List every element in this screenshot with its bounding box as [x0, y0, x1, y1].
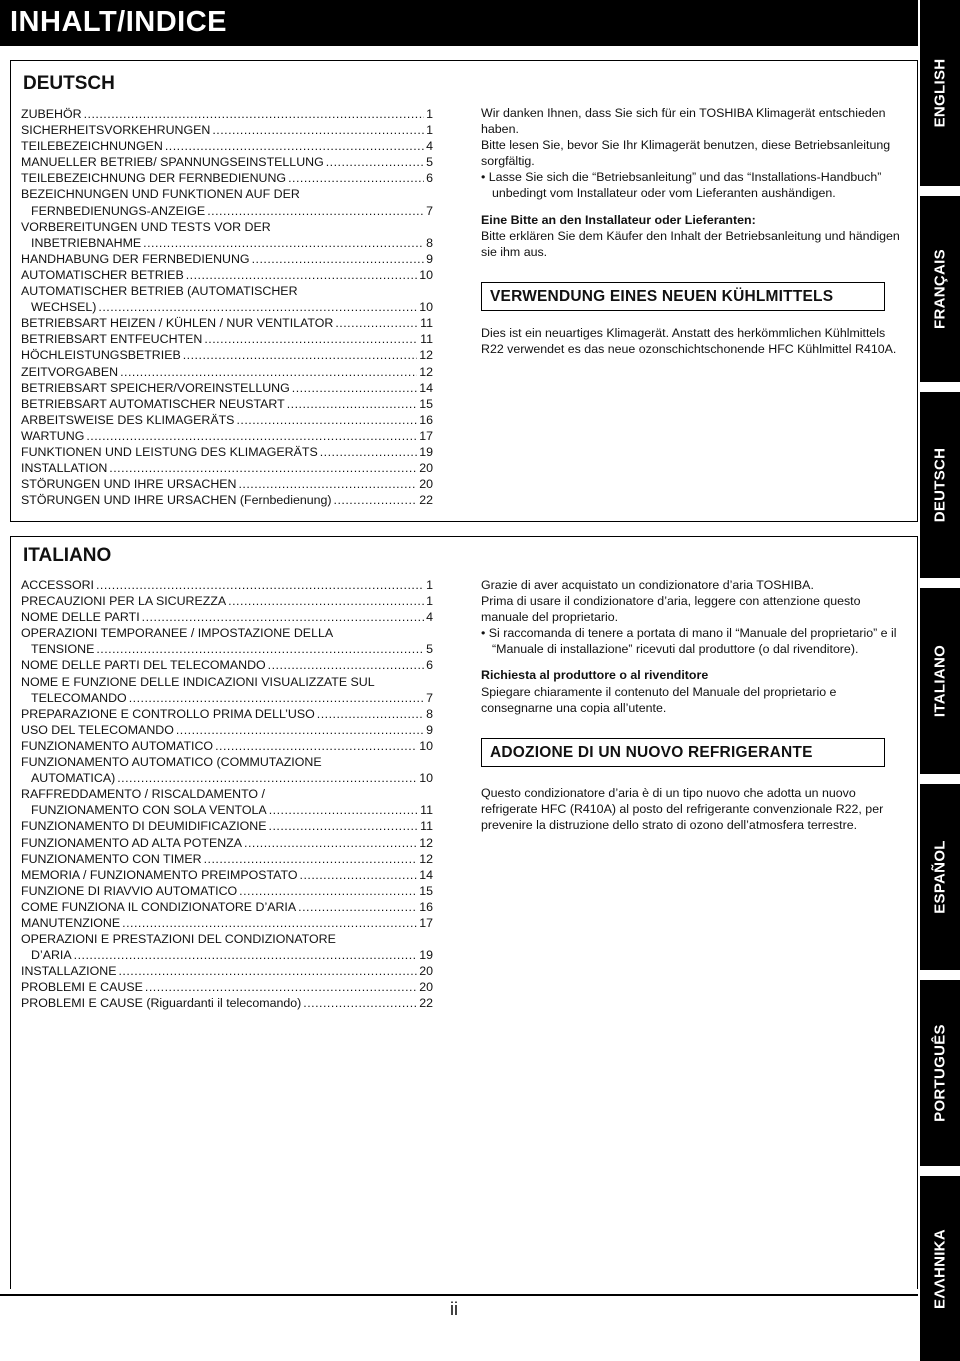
toc-label: WECHSEL)	[31, 300, 97, 315]
toc-entry[interactable]	[21, 347, 433, 363]
toc-entry[interactable]	[21, 396, 433, 412]
toc-label: USO DEL TELECOMANDO	[21, 722, 174, 737]
toc-entry[interactable]	[21, 722, 433, 738]
request-text: Bitte erklären Sie dem Käufer den Inhalt der Betriebsanleitung und händigen sie ihm aus.	[481, 228, 900, 259]
toc-label: BETRIEBSART ENTFEUCHTEN	[21, 332, 203, 347]
toc-leader	[303, 995, 417, 1011]
toc-page-number: 20	[419, 461, 433, 476]
toc-page-number: 6	[426, 658, 433, 673]
toc-page-number: 7	[426, 690, 433, 705]
toc-leader	[335, 315, 418, 331]
toc-leader	[96, 577, 424, 593]
toc-label: ACCESSORI	[21, 578, 94, 592]
toc-entry[interactable]	[21, 122, 433, 138]
toc-leader	[236, 412, 417, 428]
toc-entry[interactable]	[21, 331, 433, 347]
toc-leader	[143, 235, 424, 251]
tab-italiano-label: ITALIANO	[931, 644, 949, 718]
toc-leader	[334, 492, 418, 508]
toc-label: STÖRUNGEN UND IHRE URSACHEN	[21, 477, 237, 492]
intro-thanks: Grazie di aver acquistato un condizionatore d’aria TOSHIBA.	[481, 578, 814, 592]
toc-entry[interactable]	[21, 883, 433, 899]
toc-label: HANDHABUNG DER FERNBEDIENUNG	[21, 251, 250, 266]
toc-label: TELECOMANDO	[31, 690, 127, 705]
toc-entry[interactable]	[21, 995, 433, 1011]
toc-leader	[186, 267, 417, 283]
toc-label: BEZEICHNUNGEN UND FUNKTIONEN AUF DER	[21, 187, 300, 202]
toc-label: HÖCHLEISTUNGSBETRIEB	[21, 348, 181, 363]
toc-leader	[96, 641, 424, 657]
toc-label: TEILEBEZEICHNUNG DER FERNBEDIENUNG	[21, 171, 287, 186]
intro-read: Prima di usare il condizionatore d’aria, leggere con attenzione questo manuale del proprietario.	[481, 594, 861, 625]
toc-label: INSTALLATION	[21, 461, 108, 476]
bottom-rule	[0, 1294, 918, 1296]
toc-label: OPERAZIONI TEMPORANEE / IMPOSTAZIONE DELLA	[21, 626, 334, 641]
toc-label: ARBEITSWEISE DES KLIMAGERÄTS	[21, 412, 235, 427]
toc-entry[interactable]	[21, 738, 433, 754]
toc-leader	[122, 915, 417, 931]
toc-entry[interactable]	[21, 315, 433, 331]
toc-page-number: 16	[419, 899, 433, 914]
toc-leader	[204, 331, 418, 347]
toc-leader	[165, 138, 424, 154]
toc-label: FUNZIONAMENTO DI DEUMIDIFICAZIONE	[21, 819, 267, 834]
tab-greek[interactable]	[920, 1176, 960, 1361]
toc-entry[interactable]	[21, 931, 433, 963]
toc-label: FUNZIONAMENTO CON TIMER	[21, 851, 202, 866]
toc-page-number: 5	[426, 155, 433, 170]
toc-leader	[74, 947, 418, 963]
toc-leader	[244, 835, 417, 851]
toc-entry[interactable]	[21, 380, 433, 396]
toc-page-number: 5	[426, 642, 433, 657]
toc-page-number: 10	[419, 738, 433, 753]
toc-label: MANUELLER BETRIEB/ SPANNUNGSEINSTELLUNG	[21, 155, 324, 170]
toc-label: NOME DELLE PARTI	[21, 610, 140, 625]
toc-leader	[288, 170, 424, 186]
toc-entry[interactable]	[21, 186, 433, 218]
toc-leader	[212, 122, 424, 138]
toc-page-number: 12	[419, 364, 433, 379]
toc-leader	[117, 770, 417, 786]
tab-portugues-label: PORTUGUÊS	[931, 1024, 949, 1122]
toc-page-number: 10	[419, 267, 433, 282]
toc-page-number: 12	[419, 348, 433, 363]
toc-page-number: 1	[426, 594, 433, 609]
toc-entry[interactable]	[21, 754, 433, 786]
toc-italiano	[21, 577, 433, 1012]
toc-label: FUNZIONAMENTO AUTOMATICO (COMMUTAZIONE	[21, 755, 322, 770]
toc-page-number: 15	[419, 396, 433, 411]
toc-label: FERNBEDIENUNGS-ANZEIGE	[31, 203, 206, 218]
toc-page-number: 11	[420, 803, 433, 818]
toc-entry[interactable]	[21, 476, 433, 492]
request-heading: Eine Bitte an den Installateur oder Lieferanten:	[481, 212, 756, 227]
toc-label: VORBEREITUNGEN UND TESTS VOR DER	[21, 219, 271, 234]
toc-entry[interactable]	[21, 609, 433, 625]
toc-leader	[252, 251, 425, 267]
toc-page-number: 19	[419, 948, 433, 963]
toc-entry[interactable]	[21, 915, 433, 931]
toc-label: COME FUNZIONA IL CONDIZIONATORE D’ARIA	[21, 899, 297, 914]
intro-bullet: • Lasse Sie sich die “Betriebsanleitung” und das “Installations-Handbuch” unbedingt vom Installateur oder vom Lieferanten aushändigen.	[481, 170, 882, 201]
toc-page-number: 22	[419, 996, 433, 1011]
tab-english-label: ENGLISH	[931, 58, 949, 128]
toc-leader	[239, 883, 417, 899]
toc-entry[interactable]	[21, 657, 433, 673]
toc-leader	[142, 609, 424, 625]
toc-leader	[326, 154, 424, 170]
toc-entry[interactable]	[21, 267, 433, 283]
toc-label: TENSIONE	[31, 642, 95, 657]
toc-page-number: 22	[419, 493, 433, 508]
toc-page-number: 7	[426, 203, 433, 218]
toc-label: FUNZIONE DI RIAVVIO AUTOMATICO	[21, 883, 238, 898]
toc-entry[interactable]	[21, 963, 433, 979]
toc-label: FUNZIONAMENTO CON SOLA VENTOLA	[31, 803, 267, 818]
toc-page-number: 4	[426, 610, 433, 625]
toc-entry[interactable]	[21, 625, 433, 657]
intro-deutsch	[481, 105, 901, 357]
toc-page-number: 1	[426, 578, 433, 592]
toc-leader	[176, 722, 424, 738]
header-bar	[0, 0, 918, 46]
toc-entry[interactable]	[21, 219, 433, 251]
toc-leader	[287, 396, 418, 412]
toc-leader	[145, 979, 417, 995]
toc-label: BETRIEBSART AUTOMATISCHER NEUSTART	[21, 396, 285, 411]
toc-label: PRECAUZIONI PER LA SICUREZZA	[21, 594, 227, 609]
toc-label: ZEITVORGABEN	[21, 364, 119, 379]
toc-leader	[183, 347, 417, 363]
toc-page-number: 11	[420, 316, 433, 331]
toc-entry[interactable]	[21, 251, 433, 267]
toc-label: RAFFREDDAMENTO / RISCALDAMENTO /	[21, 787, 265, 802]
toc-leader	[228, 593, 424, 609]
toc-leader	[269, 802, 418, 818]
toc-page-number: 17	[419, 428, 433, 443]
toc-leader	[86, 428, 417, 444]
toc-page-number: 1	[426, 107, 433, 121]
italiano-section	[10, 536, 918, 1289]
toc-page-number: 20	[419, 477, 433, 492]
refrigerant-heading: VERWENDUNG EINES NEUEN KÜHLMITTELS	[481, 282, 885, 311]
toc-label: WARTUNG	[21, 428, 85, 443]
toc-page-number: 8	[426, 706, 433, 721]
intro-read: Bitte lesen Sie, bevor Sie Ihr Klimagerät benutzen, diese Betriebsanleitung sorgfältig.	[481, 138, 891, 169]
toc-page-number: 9	[426, 251, 433, 266]
toc-leader	[98, 299, 417, 315]
toc-leader	[292, 380, 417, 396]
toc-leader	[204, 851, 418, 867]
toc-entry[interactable]	[21, 979, 433, 995]
toc-page-number: 10	[419, 771, 433, 786]
intro-italiano	[481, 577, 901, 833]
toc-page-number: 15	[419, 883, 433, 898]
toc-deutsch	[21, 106, 433, 508]
toc-label: PROBLEMI E CAUSE	[21, 980, 143, 995]
toc-entry[interactable]	[21, 851, 433, 867]
toc-label: STÖRUNGEN UND IHRE URSACHEN (Fernbedienung)	[21, 493, 332, 508]
toc-page-number: 11	[420, 819, 433, 834]
page-number: ii	[450, 1299, 458, 1319]
toc-page-number: 11	[420, 332, 433, 347]
tab-francais-label: FRANÇAIS	[931, 249, 949, 329]
toc-entry[interactable]	[21, 674, 433, 706]
toc-leader	[317, 706, 424, 722]
toc-label: INBETRIEBNAHME	[31, 235, 142, 250]
toc-label: D’ARIA	[31, 948, 72, 963]
toc-entry[interactable]	[21, 412, 433, 428]
tab-francais[interactable]	[920, 196, 960, 382]
toc-entry[interactable]	[21, 106, 433, 122]
toc-entry[interactable]	[21, 154, 433, 170]
toc-label: SICHERHEITSVORKEHRUNGEN	[21, 123, 211, 138]
toc-leader	[300, 867, 418, 883]
toc-entry[interactable]	[21, 364, 433, 380]
toc-page-number: 10	[419, 300, 433, 315]
toc-page-number: 19	[419, 444, 433, 459]
toc-page-number: 6	[426, 171, 433, 186]
toc-page-number: 8	[426, 235, 433, 250]
toc-leader	[118, 963, 417, 979]
toc-entry[interactable]	[21, 577, 433, 593]
toc-leader	[207, 203, 424, 219]
intro-bullet: • Si raccomanda di tenere a portata di mano il “Manuale del proprietario” e il “Manuale di installazione” ricevuti dal produttore (o dal rivenditore).	[481, 626, 897, 657]
toc-entry[interactable]	[21, 444, 433, 460]
toc-page-number: 12	[419, 835, 433, 850]
toc-leader	[129, 690, 424, 706]
toc-leader	[268, 657, 424, 673]
deutsch-section	[10, 60, 918, 522]
toc-leader	[298, 899, 417, 915]
toc-label: MEMORIA / FUNZIONAMENTO PREIMPOSTATO	[21, 867, 298, 882]
toc-leader	[109, 460, 417, 476]
toc-label: PREPARAZIONE E CONTROLLO PRIMA DELL’USO	[21, 706, 315, 721]
toc-page-number: 17	[419, 915, 433, 930]
toc-entry[interactable]	[21, 786, 433, 818]
tab-italiano[interactable]	[920, 588, 960, 774]
toc-label: FUNKTIONEN UND LEISTUNG DES KLIMAGERÄTS	[21, 444, 318, 459]
toc-page-number: 1	[426, 123, 433, 138]
toc-leader	[215, 738, 417, 754]
toc-leader	[120, 364, 417, 380]
toc-entry[interactable]	[21, 492, 433, 508]
toc-label: ZUBEHÖR	[21, 107, 82, 121]
tab-deutsch-label: DEUTSCH	[931, 447, 949, 523]
toc-label: FUNZIONAMENTO AUTOMATICO	[21, 738, 214, 753]
toc-page-number: 12	[419, 851, 433, 866]
refrigerant-text: Dies ist ein neuartiges Klimagerät. Anstatt des herkömmlichen Kühlmittels R22 verwendet es das neue ozonschichtschonende HFC Kühlmittel R410A.	[481, 325, 897, 357]
toc-label: BETRIEBSART HEIZEN / KÜHLEN / NUR VENTILATOR	[21, 316, 334, 331]
tab-espanol[interactable]	[920, 784, 960, 970]
refrigerant-heading: ADOZIONE DI UN NUOVO REFRIGERANTE	[481, 738, 885, 767]
toc-label: NOME E FUNZIONE DELLE INDICAZIONI VISUALIZZATE SUL	[21, 674, 375, 689]
toc-leader	[269, 818, 419, 834]
toc-label: INSTALLAZIONE	[21, 964, 117, 979]
language-tabs	[918, 0, 960, 1361]
tab-espanol-label: ESPAÑOL	[931, 840, 949, 914]
toc-leader	[84, 106, 425, 122]
toc-label: AUTOMATICA)	[31, 771, 116, 786]
toc-entry[interactable]	[21, 818, 433, 834]
toc-leader	[238, 476, 417, 492]
toc-entry[interactable]	[21, 138, 433, 154]
toc-label: OPERAZIONI E PRESTAZIONI DEL CONDIZIONATORE	[21, 932, 336, 947]
tab-deutsch[interactable]	[920, 392, 960, 578]
toc-leader	[320, 444, 417, 460]
toc-page-number: 16	[419, 412, 433, 427]
toc-page-number: 14	[419, 380, 433, 395]
toc-label: AUTOMATISCHER BETRIEB	[21, 267, 184, 282]
tab-english[interactable]	[920, 0, 960, 186]
toc-entry[interactable]	[21, 899, 433, 915]
toc-entry[interactable]	[21, 460, 433, 476]
request-text: Spiegare chiaramente il contenuto del Manuale del proprietario e consegnarne una copia all’utente.	[481, 684, 837, 715]
toc-page-number: 20	[419, 964, 433, 979]
toc-entry[interactable]	[21, 593, 433, 609]
section-title-deutsch: DEUTSCH	[23, 73, 115, 94]
toc-entry[interactable]	[21, 706, 433, 722]
toc-label: NOME DELLE PARTI DEL TELECOMANDO	[21, 658, 266, 673]
toc-label: MANUTENZIONE	[21, 915, 121, 930]
section-title-italiano: ITALIANO	[23, 545, 112, 566]
toc-page-number: 14	[419, 867, 433, 882]
toc-entry[interactable]	[21, 283, 433, 315]
toc-label: AUTOMATISCHER BETRIEB (AUTOMATISCHER	[21, 284, 298, 299]
tab-portugues[interactable]	[920, 980, 960, 1166]
tab-greek-label: ΕΛΛΗΝΙΚΑ	[931, 1228, 949, 1309]
toc-label: FUNZIONAMENTO AD ALTA POTENZA	[21, 835, 242, 850]
request-heading: Richiesta al produttore o al rivenditore	[481, 668, 709, 683]
toc-label: PROBLEMI E CAUSE (Riguardanti il telecomando)	[21, 996, 302, 1011]
refrigerant-text: Questo condizionatore d’aria è di un tipo nuovo che adotta un nuovo refrigerate HFC (R410A) al posto del refrigerante convenzionale R22, per prevenire la distruzione dello strato di ozono dell’atmosfera terrestre.	[481, 785, 884, 833]
toc-entry[interactable]	[21, 867, 433, 883]
toc-label: BETRIEBSART SPEICHER/VOREINSTELLUNG	[21, 380, 290, 395]
page-title: INHALT/INDICE	[10, 6, 228, 38]
toc-entry[interactable]	[21, 835, 433, 851]
toc-entry[interactable]	[21, 428, 433, 444]
intro-thanks: Wir danken Ihnen, dass Sie sich für ein TOSHIBA Klimagerät entschieden haben.	[481, 106, 886, 137]
toc-entry[interactable]	[21, 170, 433, 186]
toc-page-number: 9	[426, 722, 433, 737]
toc-label: TEILEBEZEICHNUNGEN	[21, 139, 163, 154]
toc-page-number: 4	[426, 139, 433, 154]
toc-page-number: 20	[419, 980, 433, 995]
